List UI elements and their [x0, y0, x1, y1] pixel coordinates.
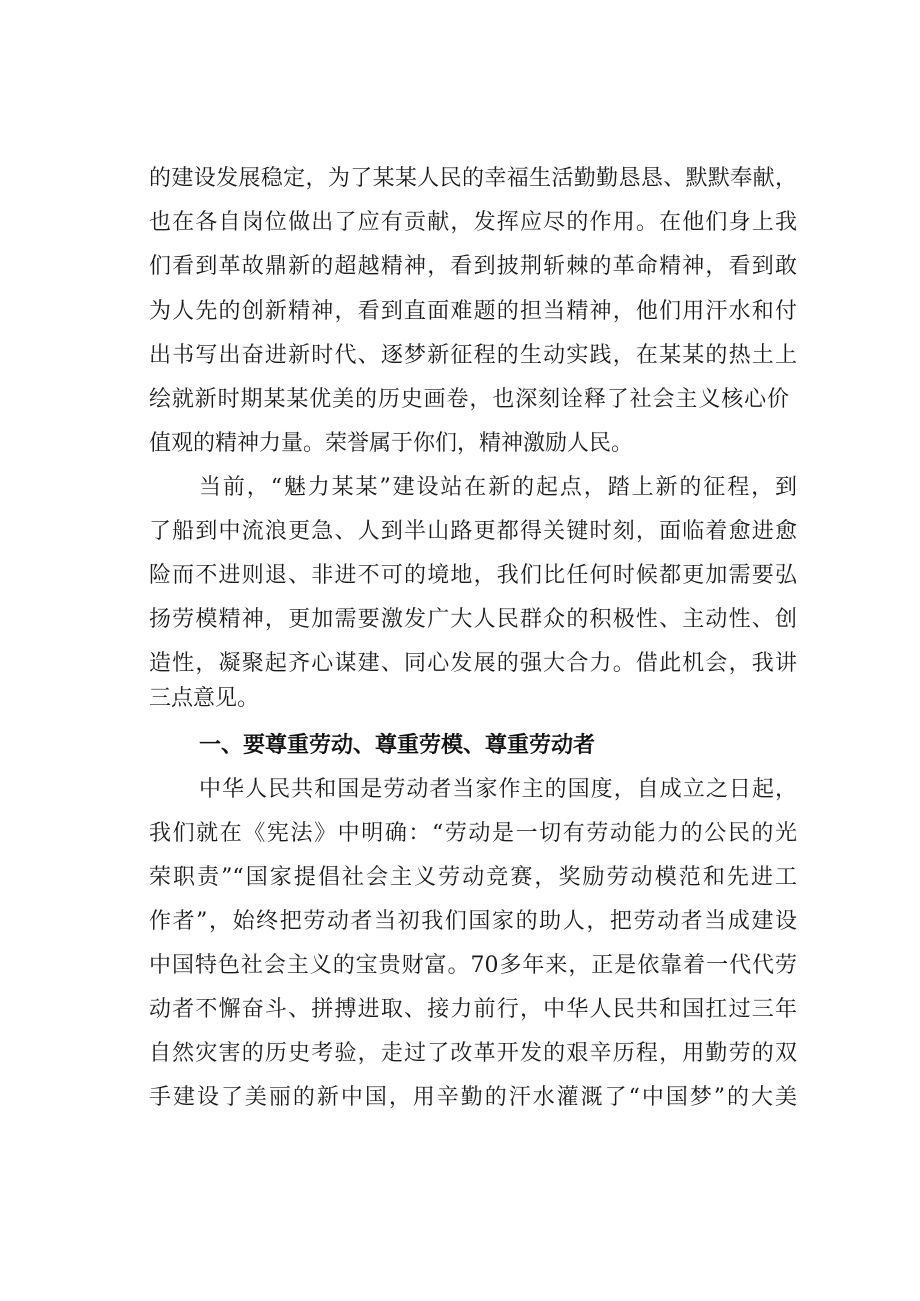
text-line: 自然灾害的历史考验，走过了改革开发的艰辛历程，用勤劳的双 — [149, 1041, 797, 1066]
text-line: 为人先的创新精神，看到直面难题的担当精神，他们用汗水和付 — [149, 299, 797, 324]
text-line: 们看到革故鼎新的超越精神，看到披荆斩棘的革命精神，看到敢 — [149, 254, 797, 279]
paragraph-first-line: 中华人民共和国是劳动者当家作主的国度，自成立之日起， — [199, 777, 797, 802]
text-line: 中国特色社会主义的宝贵财富。70多年来，正是依靠着一代代劳 — [149, 953, 797, 978]
text-line: 扬劳模精神，更加需要激发广大人民群众的积极性、主动性、创 — [149, 607, 797, 632]
text-line: 作者”，始终把劳动者当初我们国家的助人，把劳动者当成建设 — [149, 909, 797, 934]
text-line: 了船到中流浪更急、人到半山路更都得关键时刻，面临着愈进愈 — [149, 519, 797, 544]
text-line: 动者不懈奋斗、拼搏进取、接力前行，中华人民共和国扛过三年 — [149, 997, 797, 1022]
text-line: 三点意见。 — [149, 686, 260, 711]
text-line: 的建设发展稳定，为了某某人民的幸福生活勤勤恳恳、默默奉献， — [149, 166, 797, 191]
text-line: 出书写出奋进新时代、逐梦新征程的生动实践，在某某的热土上 — [149, 343, 797, 368]
text-line: 绘就新时期某某优美的历史画卷，也深刻诠释了社会主义核心价 — [149, 387, 789, 412]
paragraph-first-line: 当前，“魅力某某”建设站在新的起点，踏上新的征程，到 — [199, 475, 797, 500]
text-line: 我们就在《宪法》中明确：“劳动是一切有劳动能力的公民的光 — [149, 821, 797, 846]
text-line: 荣职责”“国家提倡社会主义劳动竞赛，奖励劳动模范和先进工 — [149, 865, 797, 890]
text-line: 值观的精神力量。荣誉属于你们，精神激励人民。 — [149, 431, 634, 456]
section-heading: 一、要尊重劳动、尊重劳模、尊重劳动者 — [199, 733, 596, 758]
text-line: 手建设了美丽的新中国，用辛勤的汗水灌溉了“中国梦”的大美 — [149, 1085, 797, 1110]
text-line: 造性，凝聚起齐心谋建、同心发展的强大合力。借此机会，我讲 — [149, 651, 797, 676]
text-line: 也在各自岗位做出了应有贡献，发挥应尽的作用。在他们身上我 — [149, 210, 797, 235]
text-line: 险而不进则退、非进不可的境地，我们比任何时候都更加需要弘 — [149, 563, 797, 588]
